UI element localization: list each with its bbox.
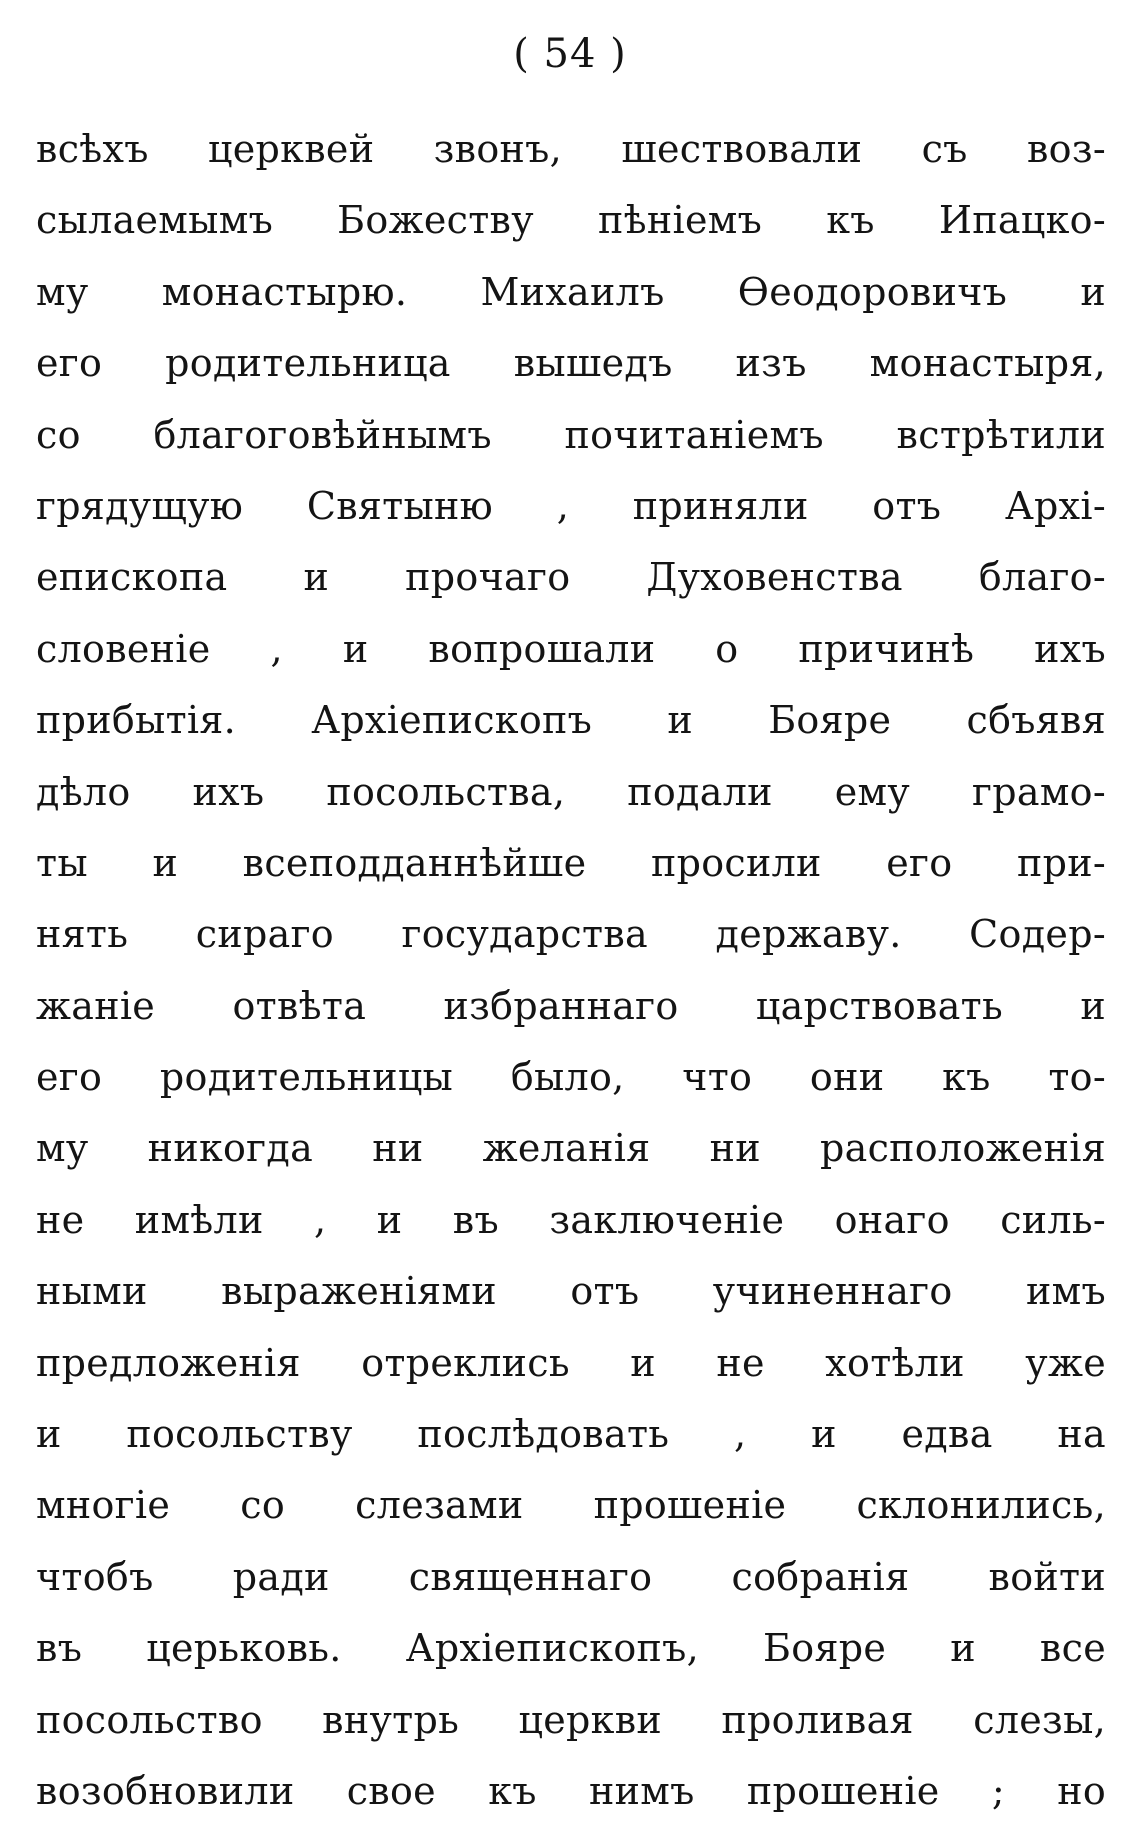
text-line: ты и всеподданнѣйше просили его при- [36,840,1106,885]
text-line: предложенія отреклись и не хотѣли уже [36,1340,1106,1385]
page-number: ( 54 ) [513,31,627,77]
text-line: ными выраженіями отъ учиненнаго имъ [36,1269,1106,1314]
text-line: многіе со слезами прошеніе склонились, [36,1483,1106,1528]
text-line: словеніе , и вопрошали о причинѣ ихъ [36,626,1106,671]
body-text [36,114,1106,1827]
text-line: дѣло ихъ посольства, подали ему грамо- [36,769,1106,814]
text-line: епископа и прочаго Духовенства благо- [36,555,1106,600]
text-line: посольство внутрь церкви проливая слезы, [36,1697,1106,1742]
text-line: въ церьковь. Архіепископъ, Бояре и все [36,1626,1106,1671]
text-line: му никогда ни желанія ни расположенія [36,1126,1106,1171]
text-line: его родительница вышедъ изъ монастыря, [36,341,1106,386]
text-line: чтобъ ради священнаго собранія войти [36,1554,1106,1599]
text-line: не имѣли , и въ заключеніе онаго силь- [36,1197,1106,1242]
text-line: всѣхъ церквей звонъ, шествовали съ воз- [36,127,1106,171]
text-line: сылаемымъ Божеству пѣніемъ къ Ипацко- [36,198,1106,243]
text-line: жаніе отвѣта избраннаго царствовать и [36,983,1106,1028]
text-line: му монастырю. Михаилъ Ѳеодоровичъ и [36,269,1106,314]
text-line: грядущую Святыню , приняли отъ Архі- [36,483,1106,528]
text-line: прибытія. Архіепископъ и Бояре сбъявя [36,698,1106,743]
text-line: нять сираго государства державу. Содер- [36,912,1106,957]
text-line: со благоговѣйнымъ почитаніемъ встрѣтили [36,412,1106,457]
text-line: и посольству послѣдовать , и едва на [36,1412,1106,1457]
text-line: его родительницы было, что они къ то- [36,1055,1106,1100]
text-line: возобновили свое къ нимъ прошеніе ; но [36,1768,1106,1813]
